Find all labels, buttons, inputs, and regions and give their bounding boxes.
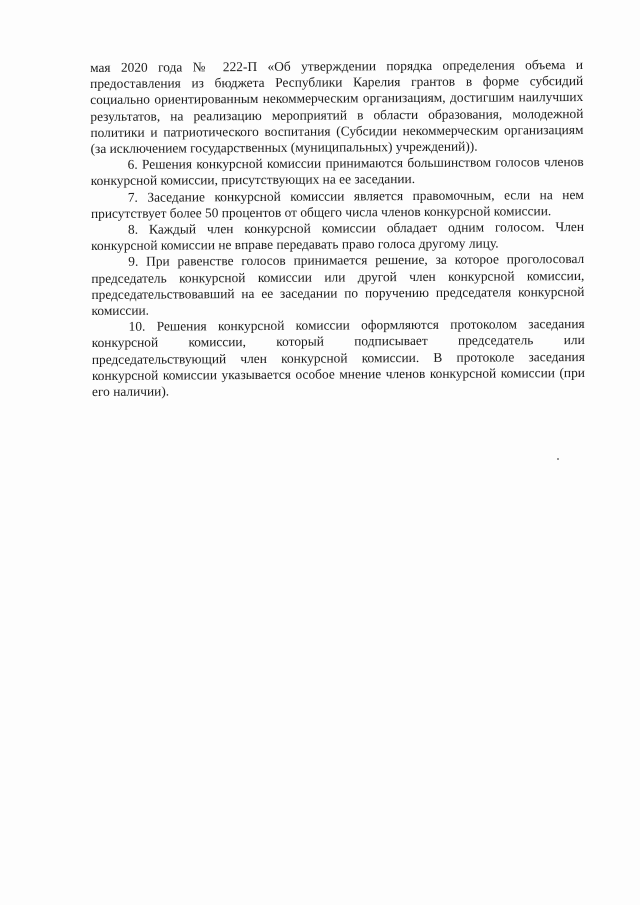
document-body xyxy=(90,57,585,400)
paragraph-continuation: мая 2020 года № 222-П «Об утверждении порядка определения объема и предоставления из бюджета Республики Карелия грантов в форме субсидий социально ориентированным некоммерческим организациям, достигшим наилучших результатов, на реализацию мероприятий в области образования, молодежной политики и патриотического воспитания (Субсидии некоммерческим организациям (за исключением государственных (муниципальных) учреждений)). xyxy=(90,56,584,157)
paragraph-8: 8. Каждый член конкурсной комиссии обладает одним голосом. Член конкурсной комиссии не вправе передавать право голоса другому лицу. xyxy=(91,219,585,254)
paragraph-6: 6. Решения конкурсной комиссии принимаются большинством голосов членов конкурсной комиссии, присутствующих на ее заседании. xyxy=(90,154,584,189)
paragraph-9: 9. При равенстве голосов принимается решение, за которое проголосовал председатель конкурсной комиссии или другой член конкурсной комиссии, председательствовавший на ее заседании по поручению председателя конкурсной комиссии. xyxy=(91,251,585,319)
scan-speck xyxy=(557,458,559,460)
paragraph-10: 10. Решения конкурсной комиссии оформляются протоколом заседания конкурсной комиссии, который подписывает председатель или председательствующий член конкурсной комиссии. В протоколе заседания конкурсной комиссии указывается особое мнение членов конкурсной комиссии (при его наличии). xyxy=(91,316,585,400)
paragraph-7: 7. Заседание конкурсной комиссии является правомочным, если на нем присутствует более 50 процентов от общего числа членов конкурсной комиссии. xyxy=(90,186,584,221)
